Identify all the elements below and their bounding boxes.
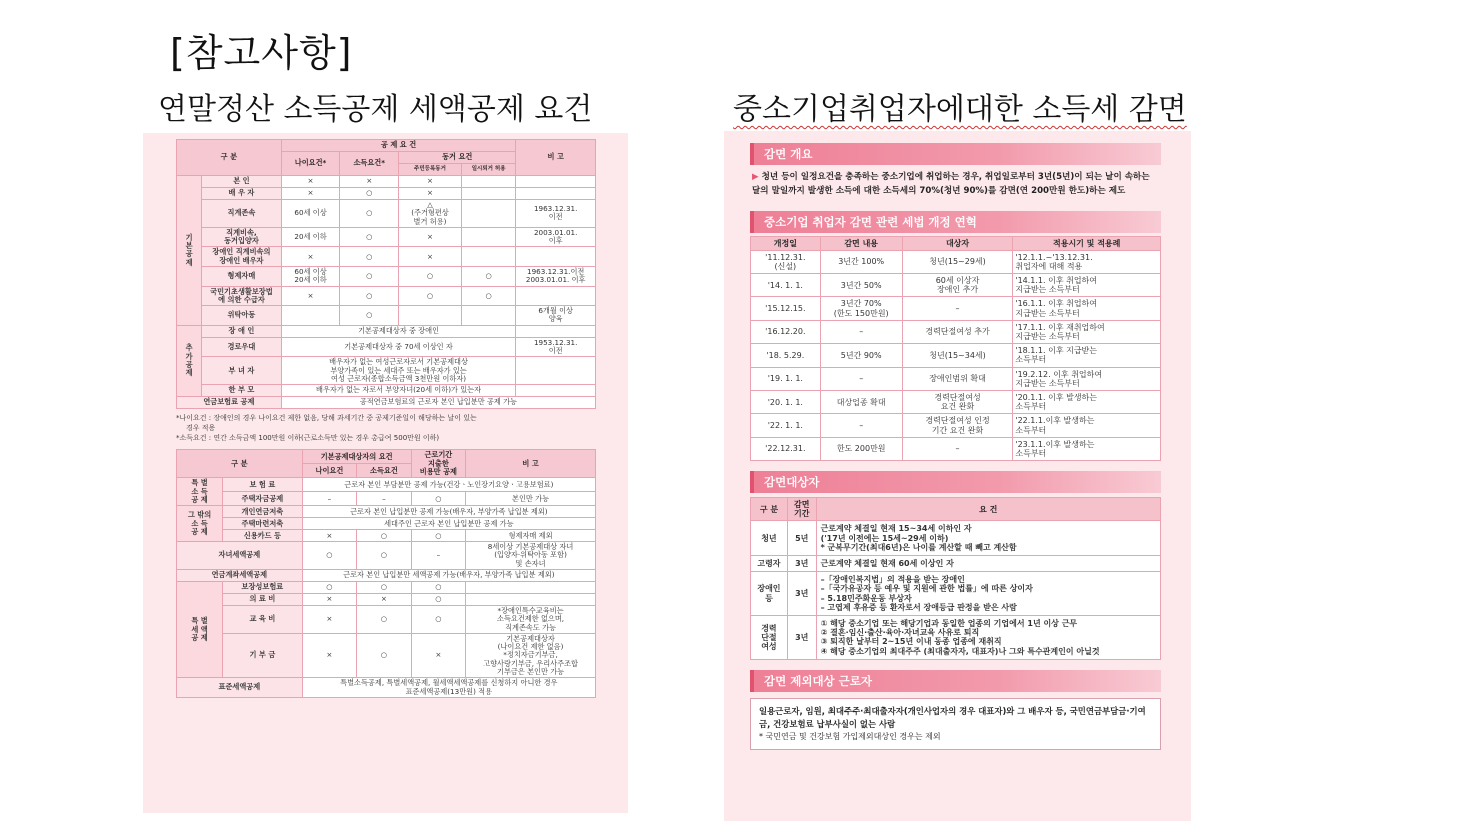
target-period: 3년 — [787, 572, 816, 616]
table-cell: × — [399, 176, 462, 188]
row-item: 본 인 — [202, 176, 282, 188]
section-history-title: 중소기업 취업자 감면 관련 세법 개정 연혁 — [750, 211, 1161, 233]
history-header: 적용시기 및 적용례 — [1013, 236, 1161, 250]
tax-credit-table — [176, 449, 596, 697]
table-cell: 6개월 이상 양육 — [516, 306, 596, 326]
row-item: 보장성보험료 — [223, 582, 303, 594]
table-cell: ○ — [340, 188, 399, 200]
table-cell: '23.1.1.이후 발생하는 소득부터 — [1013, 437, 1161, 460]
group-basic-deduction: 기 본 공 제 — [177, 176, 202, 326]
table-cell: × — [399, 247, 462, 267]
sme-tax-reduction-document — [724, 131, 1191, 821]
table-row — [177, 286, 596, 306]
header-work-period: 근로기간 지출한 비용만 공제 — [411, 450, 465, 478]
target-period: 3년 — [787, 615, 816, 659]
table-cell: ○ — [357, 542, 411, 570]
table-cell: ○ — [357, 582, 411, 594]
history-row — [751, 414, 1161, 437]
table-cell: 본인만 가능 — [466, 492, 596, 506]
table-cell: 20세 이하 — [281, 227, 340, 247]
table-cell: '15.12.15. — [751, 297, 821, 320]
header-age: 나이요건 — [302, 464, 356, 478]
target-header: 구 분 — [751, 498, 788, 521]
table-row — [177, 518, 596, 530]
table-cell — [516, 357, 596, 385]
table-cell — [516, 325, 596, 337]
table-cell — [461, 306, 515, 326]
exclude-note: * 국민연금 및 건강보험 가입제외대상인 경우는 제외 — [759, 731, 941, 741]
deduction-table — [176, 139, 596, 409]
table-cell: 청년(15~29세) — [902, 250, 1013, 273]
table-cell: '18.1.1. 이후 지급받는 소득부터 — [1013, 344, 1161, 367]
table-cell: '14. 1. 1. — [751, 274, 821, 297]
target-period: 5년 — [787, 521, 816, 556]
group-additional-deduction: 추 가 공 제 — [177, 325, 202, 396]
table-cell: 한도 200만원 — [820, 437, 902, 460]
row-item: 교 육 비 — [223, 606, 303, 634]
note-line: *소득요건 : 연간 소득금액 100만원 이하(근로소득만 있는 경우 총급여 500만원 이하) — [176, 434, 440, 443]
table-cell: 기본공제대상자 (나이요건 제한 없음) *정치자금기부금, 고향사랑기부금, 우리사주조합 기부금은 본인만 가능 — [466, 633, 596, 677]
row-item: 주택자금공제 — [223, 492, 303, 506]
table-cell: ○ — [302, 582, 356, 594]
table-row — [177, 570, 596, 582]
table-cell — [516, 247, 596, 267]
row-item: 국민기초생활보장법 에 의한 수급자 — [202, 286, 282, 306]
header-cohabit: 동거 요건 — [399, 152, 516, 164]
table-row — [177, 530, 596, 542]
right-subtitle: 중소기업취업자에대한 소득세 감면 — [733, 92, 1187, 127]
target-requirement: –「장애인복지법」의 적용을 받는 장애인 –「국가유공자 등 예우 및 지원에 관한 법률」에 따른 상이자 – 5.18민주화운동 부상자 – 고엽제 후유증 등 환자로서 장애등급 판정을 받은 사람 — [816, 572, 1160, 616]
exclude-text: 일용근로자, 임원, 최대주주·최대출자자(개인사업자의 경우 대표자)와 그 배우자 등, 국민연금부담금·기여금, 건강보험료 납부사실이 없는 사람 — [759, 705, 1146, 729]
table-row — [177, 337, 596, 357]
table-row — [177, 397, 596, 409]
table-row — [177, 200, 596, 228]
table-cell: 60세 이상 — [281, 200, 340, 228]
table-cell: 근로자 본인 납입분만 세액공제 가능(배우자, 부양가족 납입분 제외) — [302, 570, 595, 582]
row-item: 신용카드 등 — [223, 530, 303, 542]
table-cell — [461, 176, 515, 188]
table-cell: – — [411, 542, 465, 570]
history-row — [751, 320, 1161, 343]
table-cell: '20. 1. 1. — [751, 390, 821, 413]
history-row — [751, 250, 1161, 273]
target-row — [751, 556, 1161, 572]
history-row — [751, 297, 1161, 320]
header-cohabit-temporary: 일시퇴거 허용 — [461, 164, 515, 176]
table-cell: ○ — [411, 594, 465, 606]
table-row — [177, 678, 596, 698]
table-row — [177, 582, 596, 594]
table-cell: 1963.12.31. 이전 — [516, 200, 596, 228]
row-item: 의 료 비 — [223, 594, 303, 606]
table-cell: '22. 1. 1. — [751, 414, 821, 437]
slide-title: [참고사항] — [170, 31, 353, 75]
table-cell: △ (주거형편상 별거 허용) — [399, 200, 462, 228]
header-income: 소득요건 — [357, 464, 411, 478]
row-item: 부 녀 자 — [202, 357, 282, 385]
table-cell: × — [302, 606, 356, 634]
history-row — [751, 367, 1161, 390]
row-item: 직계비속, 동거입양자 — [202, 227, 282, 247]
table-cell: × — [340, 176, 399, 188]
target-header: 요 건 — [816, 498, 1160, 521]
target-requirement: 근로계약 체결일 현재 15~34세 이하인 자 ('17년 이전에는 15세~29세 이하) * 군복무기간(최대6년)은 나이를 계산할 때 빼고 계산함 — [816, 521, 1160, 556]
table-cell: 배우자가 없는 여성근로자로서 기본공제대상 부양가족이 있는 세대주 또는 배우자가 있는 여성 근로자(종합소득금액 3천만원 이하자) — [281, 357, 516, 385]
table-row — [177, 478, 596, 492]
table-cell: × — [302, 633, 356, 677]
row-item: 보 험 료 — [223, 478, 303, 492]
table-cell: 대상업종 확대 — [820, 390, 902, 413]
history-header: 감면 내용 — [820, 236, 902, 250]
history-header: 대상자 — [902, 236, 1013, 250]
table-cell: ○ — [357, 633, 411, 677]
header-age: 나이요건* — [281, 152, 340, 176]
table-cell: ○ — [411, 606, 465, 634]
table-cell: 장애인범위 확대 — [902, 367, 1013, 390]
table-cell — [461, 227, 515, 247]
row-item: 연금보험료 공제 — [177, 397, 282, 409]
table-cell: ○ — [302, 542, 356, 570]
table-row — [177, 176, 596, 188]
requirement-notes — [176, 409, 596, 449]
table-cell — [516, 188, 596, 200]
table-cell: 1953.12.31. 이전 — [516, 337, 596, 357]
row-item: 위탁아동 — [202, 306, 282, 326]
table-cell: ○ — [399, 266, 462, 286]
table-cell: – — [820, 367, 902, 390]
table-cell — [516, 176, 596, 188]
target-header: 감면 기간 — [787, 498, 816, 521]
target-period: 3년 — [787, 556, 816, 572]
table-cell: × — [281, 286, 340, 306]
table-cell: 1963.12.31.이전 2003.01.01. 이후 — [516, 266, 596, 286]
table-cell: 60세 이상자 장애인 추가 — [902, 274, 1013, 297]
table-cell: – — [902, 297, 1013, 320]
table-cell: 청년(15~34세) — [902, 344, 1013, 367]
table-cell: 경력단절여성 요건 완화 — [902, 390, 1013, 413]
row-item: 표준세액공제 — [177, 678, 303, 698]
table-cell: ○ — [411, 492, 465, 506]
row-item: 경로우대 — [202, 337, 282, 357]
table-cell: 2003.01.01. 이후 — [516, 227, 596, 247]
table-cell: 경력단절여성 인정 기간 요건 완화 — [902, 414, 1013, 437]
target-requirement: ① 해당 중소기업 또는 해당기업과 동일한 업종의 기업에서 1년 이상 근무 ② 결혼·임신·출산·육아·자녀교육 사유로 퇴직 ③ 퇴직한 날부터 2~15년 이내 동종 업종에 재취직 ④ 해당 중소기업의 최대주주 (최대출자자, 대표자)나 그와 특수관계인이 아닐것 — [816, 615, 1160, 659]
group-other-income-deduction: 그 밖의 소 득 공 제 — [177, 506, 223, 542]
table-cell: 형제자매 제외 — [466, 530, 596, 542]
history-row — [751, 437, 1161, 460]
section-exclude-title: 감면 제외대상 근로자 — [750, 670, 1161, 692]
table-cell: × — [411, 633, 465, 677]
target-type: 장애인 등 — [751, 572, 788, 616]
header-category: 구 분 — [177, 450, 303, 478]
table-cell: ○ — [461, 286, 515, 306]
table-cell: '19.2.12. 이후 취업하여 지급받는 소득부터 — [1013, 367, 1161, 390]
table-cell: 8세이상 기본공제대상 자녀 (입양자·위탁아동 포함) 및 손자녀 — [466, 542, 596, 570]
table-row — [177, 266, 596, 286]
row-item: 배 우 자 — [202, 188, 282, 200]
table-cell: 기본공제대상자 중 70세 이상인 자 — [281, 337, 516, 357]
row-item: 형제자매 — [202, 266, 282, 286]
note-line: 경우 적용 — [186, 424, 216, 433]
table-cell: ○ — [340, 200, 399, 228]
table-cell: '20.1.1. 이후 발생하는 소득부터 — [1013, 390, 1161, 413]
table-cell: × — [302, 530, 356, 542]
header-note: 비 고 — [466, 450, 596, 478]
table-cell — [399, 306, 462, 326]
row-item: 개인연금저축 — [223, 506, 303, 518]
left-subtitle: 연말정산 소득공제 세액공제 요건 — [158, 92, 593, 127]
table-cell: '22.12.31. — [751, 437, 821, 460]
table-cell: 근로자 본인 납입분만 공제 가능(배우자, 부양가족 납입분 제외) — [302, 506, 595, 518]
table-cell: ○ — [411, 530, 465, 542]
bullet-triangle-icon: ▶ — [752, 172, 759, 182]
table-cell — [461, 247, 515, 267]
target-table — [750, 497, 1161, 660]
section-overview-title: 감면 개요 — [750, 143, 1161, 165]
table-cell: 3년간 50% — [820, 274, 902, 297]
history-row — [751, 274, 1161, 297]
table-cell: – — [357, 492, 411, 506]
table-cell — [466, 582, 596, 594]
table-cell: × — [399, 227, 462, 247]
table-row — [177, 306, 596, 326]
row-item: 직계존속 — [202, 200, 282, 228]
table-cell — [516, 385, 596, 397]
exclude-box — [750, 698, 1161, 750]
table-row — [177, 325, 596, 337]
table-cell: 3년간 100% — [820, 250, 902, 273]
header-requirements: 공 제 요 건 — [281, 140, 516, 152]
table-row — [177, 385, 596, 397]
table-cell: × — [399, 188, 462, 200]
table-cell: '17.1.1. 이후 재취업하여 지급받는 소득부터 — [1013, 320, 1161, 343]
table-cell: 60세 이상 20세 이하 — [281, 266, 340, 286]
table-cell: *장애인특수교육비는 소득요건제한 없으며, 직계존속도 가능 — [466, 606, 596, 634]
table-cell — [466, 594, 596, 606]
table-cell: 공적연금보험료의 근로자 본인 납입분만 공제 가능 — [281, 397, 595, 409]
header-category: 구 분 — [177, 140, 282, 176]
section-target-title: 감면대상자 — [750, 471, 1161, 493]
table-cell: – — [820, 414, 902, 437]
row-item: 한 부 모 — [202, 385, 282, 397]
row-item: 장 애 인 — [202, 325, 282, 337]
table-cell — [281, 306, 340, 326]
header-note: 비 고 — [516, 140, 596, 176]
note-line: *나이요건 : 장애인의 경우 나이요건 제한 없음, 당해 과세기간 중 공제기준일이 해당하는 날이 있는 — [176, 414, 477, 423]
table-cell: '22.1.1.이후 발생하는 소득부터 — [1013, 414, 1161, 437]
target-type: 청년 — [751, 521, 788, 556]
history-table — [750, 236, 1161, 462]
table-cell: 5년간 90% — [820, 344, 902, 367]
table-row — [177, 633, 596, 677]
header-cohabit-registered: 주민등록동거 — [399, 164, 462, 176]
table-cell: '19. 1. 1. — [751, 367, 821, 390]
table-cell: '16.1.1. 이후 취업하여 지급받는 소득부터 — [1013, 297, 1161, 320]
table-row — [177, 247, 596, 267]
table-cell — [461, 200, 515, 228]
target-requirement: 근로계약 체결일 현재 60세 이상인 자 — [816, 556, 1160, 572]
overview-body: 청년 등이 일정요건을 충족하는 중소기업에 취업하는 경우, 취업일로부터 3년(5년)이 되는 날이 속하는 달의 말일까지 발생한 소득에 대한 소득세의 70%(청년 90%)를 감면(연 200만원 한도)하는 제도 — [752, 172, 1150, 196]
group-special-income-deduction: 특 별 소 득 공 제 — [177, 478, 223, 506]
table-row — [177, 357, 596, 385]
table-cell: ○ — [340, 266, 399, 286]
table-cell: '18. 5.29. — [751, 344, 821, 367]
row-item: 장애인 직계비속의 장애인 배우자 — [202, 247, 282, 267]
table-row — [177, 594, 596, 606]
table-cell: '11.12.31. (신설) — [751, 250, 821, 273]
table-row — [177, 606, 596, 634]
table-cell — [461, 188, 515, 200]
deduction-requirements-document — [143, 133, 628, 813]
target-type: 경력 단절 여성 — [751, 615, 788, 659]
table-cell: 세대주인 근로자 본인 납입분만 공제 가능 — [302, 518, 595, 530]
table-cell: 3년간 70% (한도 150만원) — [820, 297, 902, 320]
table-cell: '16.12.20. — [751, 320, 821, 343]
table-cell: × — [357, 594, 411, 606]
table-cell: ○ — [340, 227, 399, 247]
header-basic-requirements: 기본공제대상자의 요건 — [302, 450, 411, 464]
table-cell: ○ — [340, 247, 399, 267]
history-row — [751, 390, 1161, 413]
table-cell: 특별소득공제, 특별세액공제, 월세액세액공제를 신청하지 아니한 경우 표준세액공제(13만원) 적용 — [302, 678, 595, 698]
table-row — [177, 227, 596, 247]
table-cell: × — [281, 188, 340, 200]
overview-text — [750, 165, 1161, 201]
table-cell: ○ — [461, 266, 515, 286]
table-row — [177, 506, 596, 518]
table-cell: × — [281, 176, 340, 188]
table-cell: 근로자 본인 부담분만 공제 가능(건강ㆍ노인장기요양ㆍ고용보험료) — [302, 478, 595, 492]
group-special-tax-credit: 특 별 세 액 공 제 — [177, 582, 223, 678]
target-type: 고령자 — [751, 556, 788, 572]
table-cell: '14.1.1. 이후 취업하여 지급받는 소득부터 — [1013, 274, 1161, 297]
table-cell: – — [902, 437, 1013, 460]
table-cell — [516, 286, 596, 306]
row-item: 자녀세액공제 — [177, 542, 303, 570]
target-row — [751, 521, 1161, 556]
row-item: 주택마련저축 — [223, 518, 303, 530]
table-cell: '12.1.1.~'13.12.31. 취업자에 대해 적용 — [1013, 250, 1161, 273]
table-row — [177, 492, 596, 506]
history-row — [751, 344, 1161, 367]
table-cell: – — [302, 492, 356, 506]
history-header: 개정일 — [751, 236, 821, 250]
table-cell: 경력단절여성 추가 — [902, 320, 1013, 343]
target-row — [751, 572, 1161, 616]
header-income: 소득요건* — [340, 152, 399, 176]
table-cell: ○ — [340, 306, 399, 326]
row-item: 기 부 금 — [223, 633, 303, 677]
table-row — [177, 542, 596, 570]
table-cell: × — [302, 594, 356, 606]
table-row — [177, 188, 596, 200]
table-cell: 기본공제대상자 중 장애인 — [281, 325, 516, 337]
table-cell: ○ — [357, 606, 411, 634]
table-cell: 배우자가 없는 자로서 부양자녀(20세 이하)가 있는자 — [281, 385, 516, 397]
table-cell: ○ — [411, 582, 465, 594]
table-cell: ○ — [357, 530, 411, 542]
table-cell: – — [820, 320, 902, 343]
table-cell: ○ — [340, 286, 399, 306]
target-row — [751, 615, 1161, 659]
table-cell: ○ — [399, 286, 462, 306]
row-item: 연금계좌세액공제 — [177, 570, 303, 582]
table-cell: × — [281, 247, 340, 267]
